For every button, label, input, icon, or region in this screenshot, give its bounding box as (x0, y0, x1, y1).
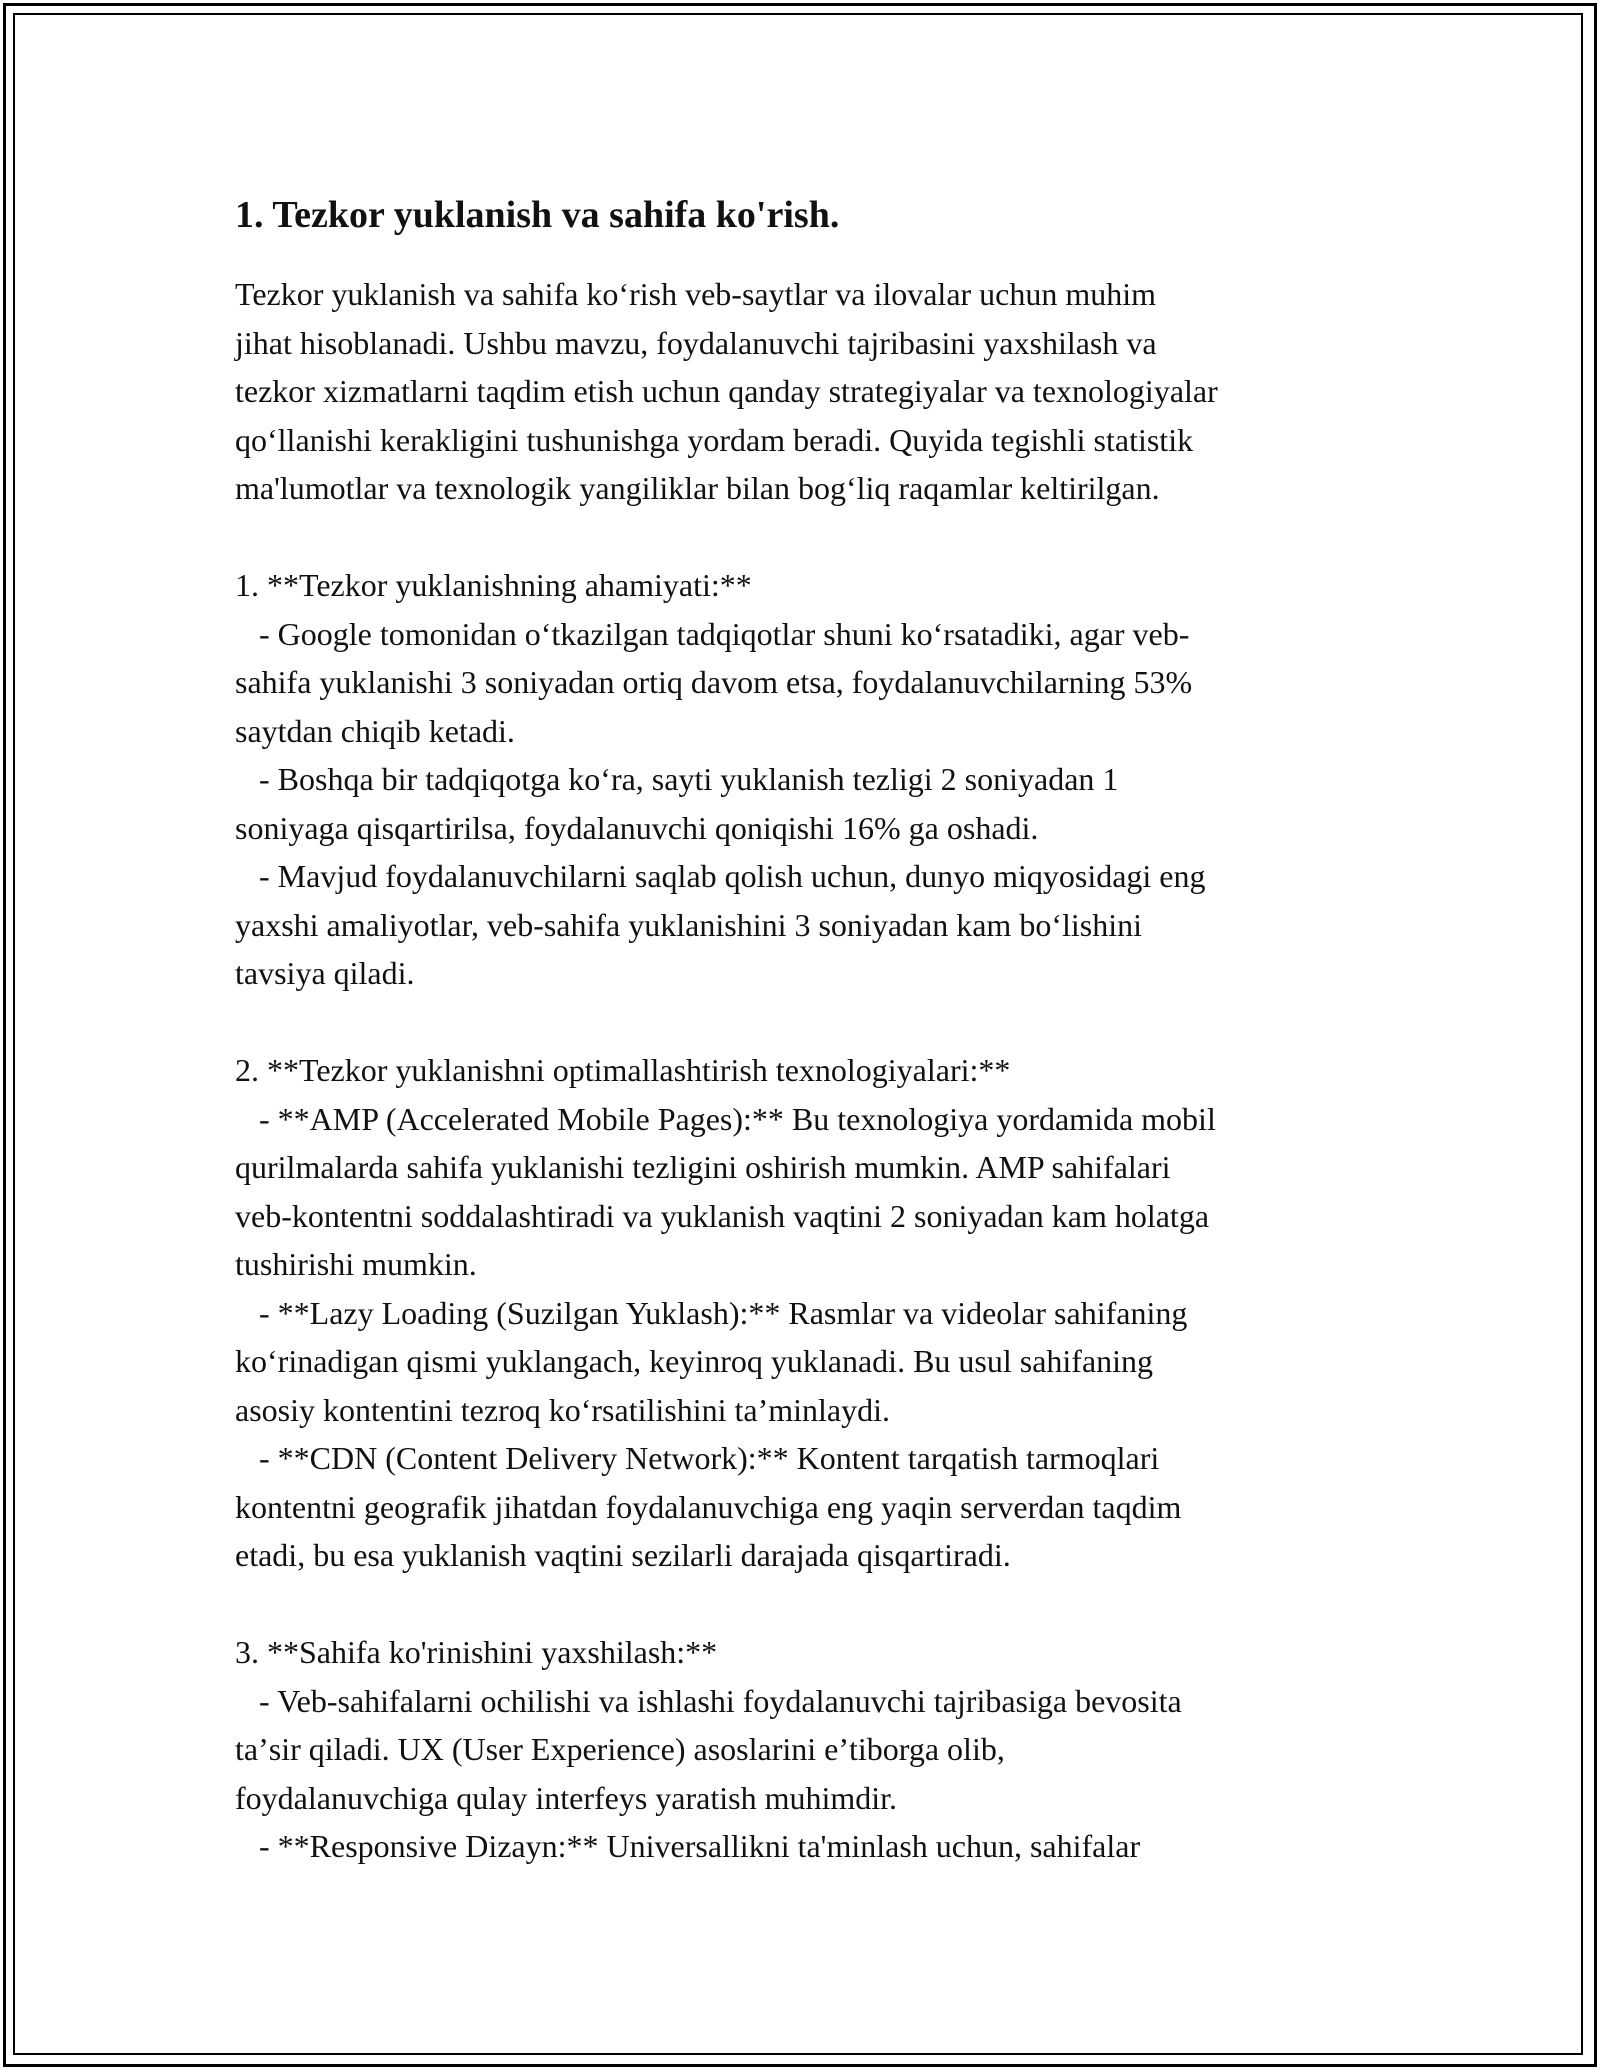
text-line: 2. **Tezkor yuklanishni optimallashtirish texnologiyalari:** (235, 1052, 1011, 1088)
text-line: 1. **Tezkor yuklanishning ahamiyati:** (235, 567, 752, 603)
document-title: 1. Tezkor yuklanish va sahifa ko'rish. (235, 194, 840, 236)
document-body (235, 270, 1380, 1871)
text-line: tavsiya qiladi. (235, 955, 415, 991)
text-line: kontentni geografik jihatdan foydalanuvchiga eng yaqin serverdan taqdim (235, 1488, 1182, 1525)
document-content (235, 180, 1380, 1871)
blank-line (235, 998, 1380, 1047)
text-line: - **AMP (Accelerated Mobile Pages):** Bu texnologiya yordamida mobil (235, 1100, 1216, 1137)
blank-line (235, 513, 1380, 562)
text-line: 3. **Sahifa ko'rinishini yaxshilash:** (235, 1634, 718, 1670)
text-line: koʻrinadigan qismi yuklangach, keyinroq yuklanadi. Bu usul sahifaning (235, 1343, 1154, 1379)
text-line: soniyaga qisqartirilsa, foydalanuvchi qoniqishi 16% ga oshadi. (235, 809, 1039, 846)
text-line: - Mavjud foydalanuvchilarni saqlab qolish uchun, dunyo miqyosidagi eng (235, 858, 1206, 894)
text-line: etadi, bu esa yuklanish vaqtini sezilarli darajada qisqartiradi. (235, 1537, 1011, 1573)
text-line: - Google tomonidan oʻtkazilgan tadqiqotlar shuni koʻrsatadiki, agar veb- (235, 615, 1190, 652)
blank-line (235, 1580, 1380, 1629)
text-line: jihat hisoblanadi. Ushbu mavzu, foydalanuvchi tajribasini yaxshilash va (235, 324, 1157, 361)
text-line: Tezkor yuklanish va sahifa koʻrish veb-saytlar va ilovalar uchun muhim (235, 276, 1157, 312)
text-line: sahifa yuklanishi 3 soniyadan ortiq davom etsa, foydalanuvchilarning 53% (235, 664, 1193, 700)
text-line: - **Responsive Dizayn:** Universallikni ta'minlash uchun, sahifalar (235, 1828, 1141, 1864)
text-line: - Veb-sahifalarni ochilishi va ishlashi foydalanuvchi tajribasiga bevosita (235, 1682, 1182, 1719)
text-line: ma'lumotlar va texnologik yangiliklar bilan bogʻliq raqamlar keltirilgan. (235, 470, 1160, 506)
text-line: veb-kontentni soddalashtiradi va yuklanish vaqtini 2 soniyadan kam holatga (235, 1197, 1210, 1234)
text-line: - **CDN (Content Delivery Network):** Kontent tarqatish tarmoqlari (235, 1440, 1160, 1476)
text-line: - **Lazy Loading (Suzilgan Yuklash):** Rasmlar va videolar sahifaning (235, 1294, 1188, 1331)
text-line: - Boshqa bir tadqiqotga koʻra, sayti yuklanish tezligi 2 soniyadan 1 (235, 761, 1119, 797)
text-line: taʼsir qiladi. UX (User Experience) asoslarini eʼtiborga olib, (235, 1731, 1005, 1767)
text-line: foydalanuvchiga qulay interfeys yaratish muhimdir. (235, 1779, 898, 1816)
text-line: saytdan chiqib ketadi. (235, 712, 515, 749)
text-line: yaxshi amaliyotlar, veb-sahifa yuklanishini 3 soniyadan kam boʻlishini (235, 906, 1142, 943)
text-line: tushirishi mumkin. (235, 1246, 477, 1282)
text-line: qurilmalarda sahifa yuklanishi tezligini oshirish mumkin. AMP sahifalari (235, 1149, 1171, 1185)
text-line: qoʻllanishi kerakligini tushunishga yordam beradi. Quyida tegishli statistik (235, 421, 1194, 458)
text-line: asosiy kontentini tezroq koʻrsatilishini taʼminlaydi. (235, 1391, 890, 1428)
text-line: tezkor xizmatlarni taqdim etish uchun qanday strategiyalar va texnologiyalar (235, 373, 1218, 409)
